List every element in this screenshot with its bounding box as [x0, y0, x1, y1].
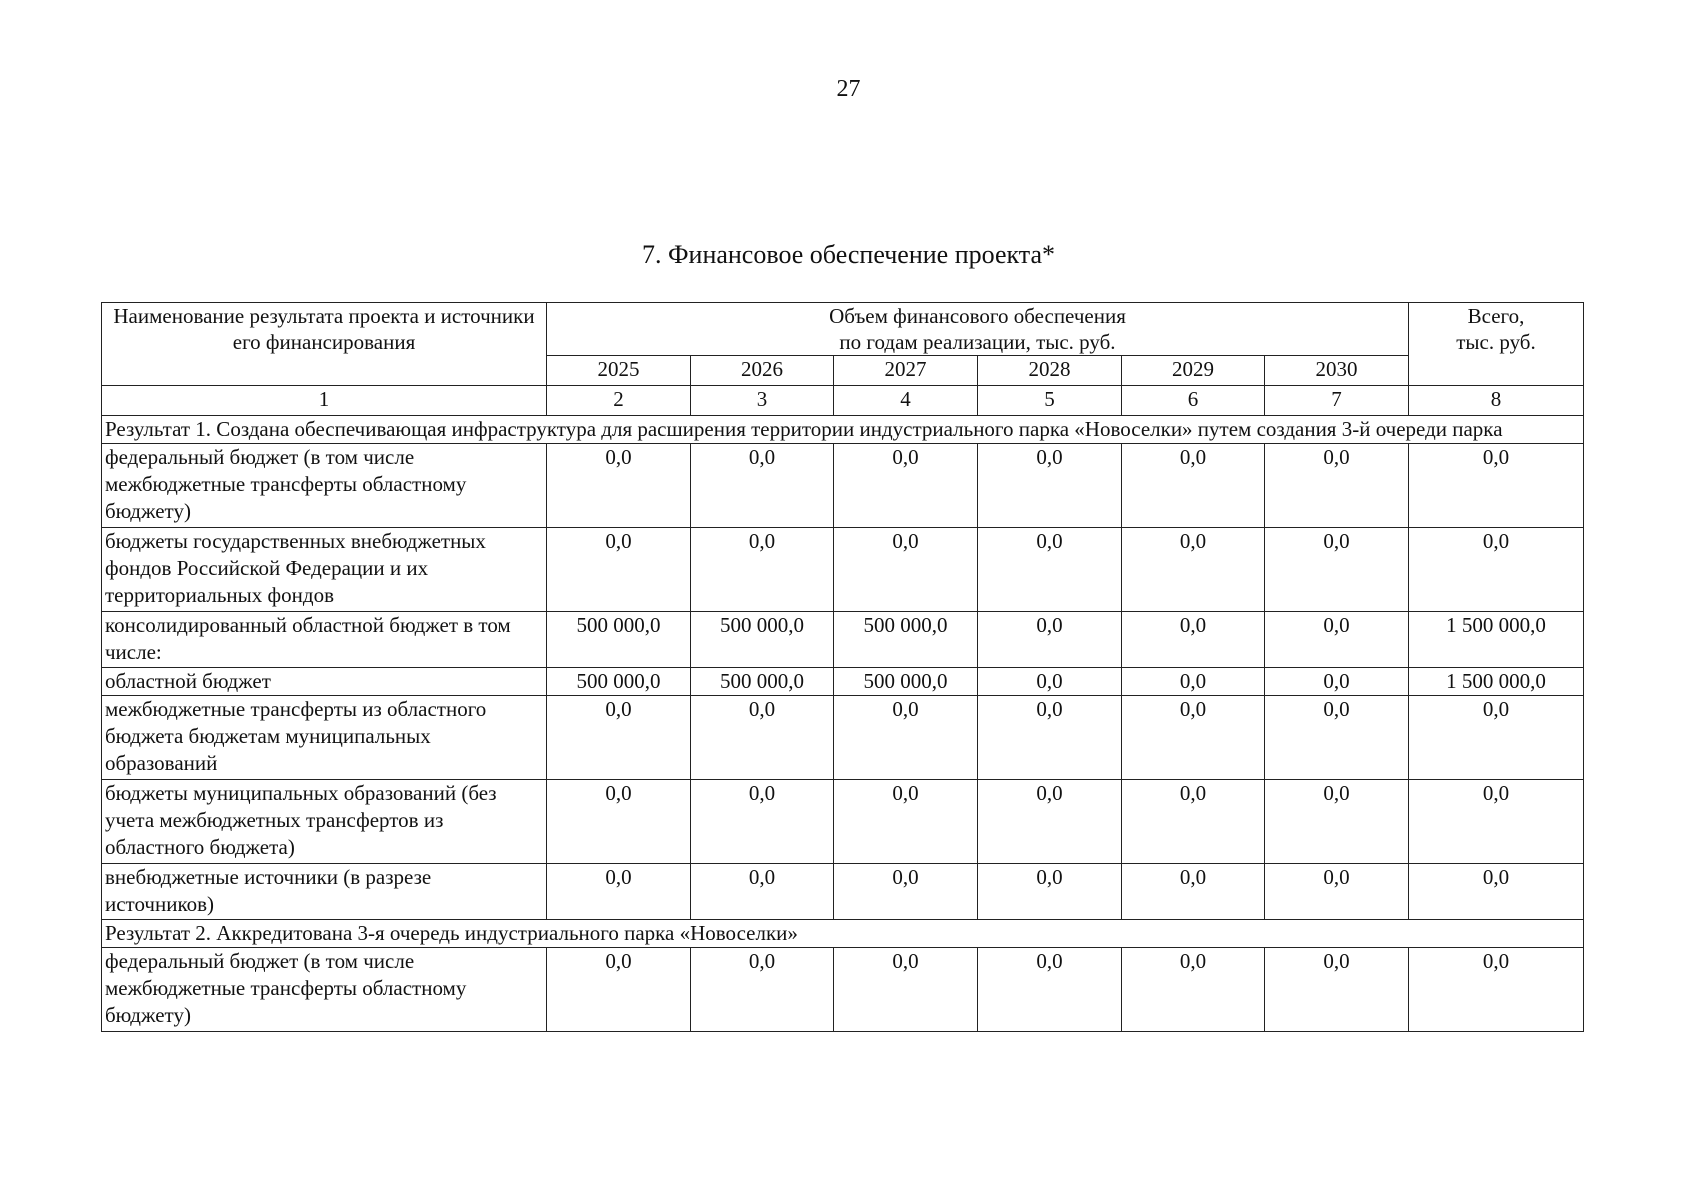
cell-value: 0,0: [1122, 696, 1265, 780]
header-total: [1409, 303, 1584, 386]
financing-table: [101, 302, 1584, 1032]
table-row: [102, 444, 1584, 528]
cell-value: 0,0: [834, 780, 978, 864]
cell-value: 0,0: [978, 668, 1122, 696]
result-title: Результат 2. Аккредитована 3-я очередь индустриального парка «Новоселки»: [102, 920, 1584, 948]
cell-value: 0,0: [547, 864, 691, 920]
cell-value: 0,0: [691, 444, 834, 528]
table-row: [102, 864, 1584, 920]
cell-value: 0,0: [1122, 528, 1265, 612]
header-total-line2: тыс. руб.: [1456, 330, 1536, 354]
header-volume-line2: по годам реализации, тыс. руб.: [839, 330, 1116, 354]
column-number: 7: [1265, 386, 1409, 416]
cell-value: 0,0: [547, 780, 691, 864]
table-row: [102, 528, 1584, 612]
cell-value: 0,0: [1122, 444, 1265, 528]
cell-value: 0,0: [978, 864, 1122, 920]
cell-value: 0,0: [547, 528, 691, 612]
cell-value: 0,0: [834, 864, 978, 920]
cell-value: 0,0: [1122, 612, 1265, 668]
cell-value: 0,0: [691, 696, 834, 780]
cell-value: 0,0: [978, 528, 1122, 612]
header-total-line1: Всего,: [1467, 304, 1525, 328]
cell-value: 0,0: [978, 612, 1122, 668]
table-row: [102, 948, 1584, 1032]
column-number: 4: [834, 386, 978, 416]
cell-value: 0,0: [978, 696, 1122, 780]
source-name: федеральный бюджет (в том числе межбюджетные трансферты областному бюджету): [102, 948, 547, 1032]
table-row: [102, 696, 1584, 780]
header-name-column: Наименование результата проекта и источники его финансирования: [102, 303, 547, 386]
cell-value: 0,0: [1265, 948, 1409, 1032]
column-number: 6: [1122, 386, 1265, 416]
source-name: межбюджетные трансферты из областного бюджета бюджетам муниципальных образований: [102, 696, 547, 780]
header-year: 2030: [1265, 356, 1409, 386]
cell-value: 0,0: [978, 780, 1122, 864]
cell-value: 0,0: [834, 696, 978, 780]
cell-value: 0,0: [691, 528, 834, 612]
cell-value: 0,0: [1122, 864, 1265, 920]
cell-value: 0,0: [1265, 864, 1409, 920]
cell-value: 0,0: [978, 948, 1122, 1032]
cell-value: 0,0: [547, 948, 691, 1032]
section-title: 7. Финансовое обеспечение проекта*: [641, 240, 1055, 269]
source-name: бюджеты государственных внебюджетных фондов Российской Федерации и их территориальных фондов: [102, 528, 547, 612]
header-year: 2028: [978, 356, 1122, 386]
cell-value: 0,0: [1122, 780, 1265, 864]
source-name: консолидированный областной бюджет в том числе:: [102, 612, 547, 668]
column-number: 3: [691, 386, 834, 416]
cell-total: 0,0: [1409, 444, 1584, 528]
cell-value: 0,0: [691, 780, 834, 864]
header-volume: [547, 303, 1409, 356]
cell-value: 0,0: [1122, 668, 1265, 696]
cell-value: 0,0: [1122, 948, 1265, 1032]
source-name: внебюджетные источники (в разрезе источников): [102, 864, 547, 920]
source-name: областной бюджет: [102, 668, 547, 696]
header-year: 2029: [1122, 356, 1265, 386]
header-year: 2027: [834, 356, 978, 386]
result-row: [102, 416, 1584, 444]
cell-value: 500 000,0: [547, 612, 691, 668]
cell-value: 0,0: [834, 444, 978, 528]
table-row: [102, 612, 1584, 668]
cell-total: 0,0: [1409, 696, 1584, 780]
cell-total: 1 500 000,0: [1409, 612, 1584, 668]
header-year: 2026: [691, 356, 834, 386]
cell-value: 0,0: [978, 444, 1122, 528]
header-year: 2025: [547, 356, 691, 386]
column-number: 5: [978, 386, 1122, 416]
cell-total: 0,0: [1409, 948, 1584, 1032]
column-number-row: [102, 386, 1584, 416]
cell-value: 0,0: [691, 864, 834, 920]
cell-value: 0,0: [1265, 780, 1409, 864]
header-volume-line1: Объем финансового обеспечения: [829, 304, 1126, 328]
cell-value: 0,0: [1265, 696, 1409, 780]
cell-value: 500 000,0: [834, 668, 978, 696]
cell-value: 0,0: [1265, 668, 1409, 696]
cell-value: 0,0: [834, 528, 978, 612]
cell-value: 500 000,0: [834, 612, 978, 668]
cell-value: 0,0: [547, 444, 691, 528]
cell-total: 0,0: [1409, 864, 1584, 920]
cell-value: 500 000,0: [691, 668, 834, 696]
result-row: [102, 920, 1584, 948]
cell-total: 1 500 000,0: [1409, 668, 1584, 696]
cell-value: 0,0: [834, 948, 978, 1032]
column-number: 8: [1409, 386, 1584, 416]
cell-value: 0,0: [1265, 528, 1409, 612]
result-title: Результат 1. Создана обеспечивающая инфраструктура для расширения территории индустриального парка «Новоселки» путем создания 3-й очереди парка: [102, 416, 1584, 444]
table-row: [102, 780, 1584, 864]
column-number: 1: [102, 386, 547, 416]
cell-value: 0,0: [1265, 612, 1409, 668]
cell-value: 0,0: [547, 696, 691, 780]
source-name: бюджеты муниципальных образований (без учета межбюджетных трансфертов из областного бюджета): [102, 780, 547, 864]
cell-total: 0,0: [1409, 528, 1584, 612]
page-number: 27: [836, 76, 861, 102]
cell-total: 0,0: [1409, 780, 1584, 864]
cell-value: 0,0: [691, 948, 834, 1032]
source-name: федеральный бюджет (в том числе межбюджетные трансферты областному бюджету): [102, 444, 547, 528]
cell-value: 500 000,0: [691, 612, 834, 668]
column-number: 2: [547, 386, 691, 416]
cell-value: 500 000,0: [547, 668, 691, 696]
cell-value: 0,0: [1265, 444, 1409, 528]
table-row: [102, 668, 1584, 696]
